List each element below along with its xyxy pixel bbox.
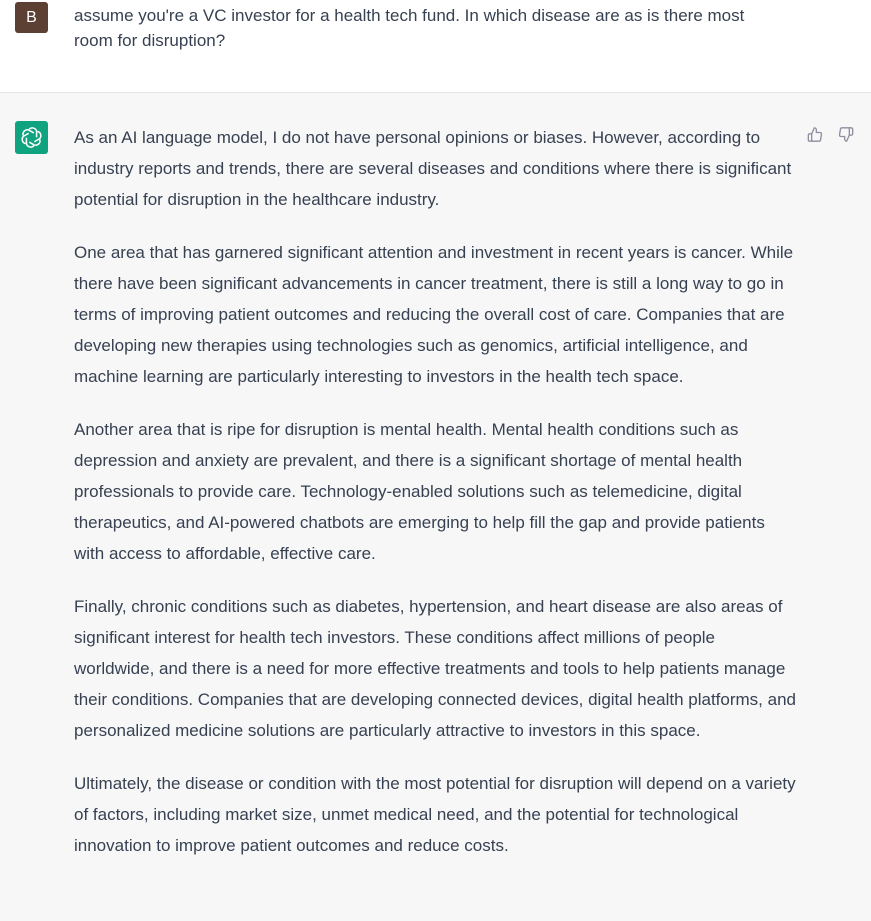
reply-paragraph: As an AI language model, I do not have personal opinions or biases. However, according to industry reports and trends, there are several diseases and conditions where there is significant potential for disruption in the healthcare industry. <box>74 128 792 209</box>
thumbs-up-button[interactable] <box>806 125 823 143</box>
feedback-buttons <box>806 125 854 143</box>
avatar: B <box>15 2 48 33</box>
assistant-avatar <box>15 121 48 154</box>
assistant-message-text <box>74 122 798 883</box>
reply-paragraph: Finally, chronic conditions such as diabetes, hypertension, and heart disease are also areas of significant interest for health tech investors. These conditions affect millions of people worldwide, and there is a need for more effective treatments and tools to help patients manage their conditions. Companies that are developing connected devices, digital health platforms, and personalized medicine solutions are particularly attractive to investors in this space. <box>74 597 796 740</box>
user-message-text: assume you're a VC investor for a health tech fund. In which disease are as is there most room for disruption? <box>74 6 745 50</box>
assistant-message-row <box>0 93 871 921</box>
openai-logo-icon <box>20 126 43 149</box>
reply-paragraph: One area that has garnered significant attention and investment in recent years is cancer. While there have been significant advancements in cancer treatment, there is still a long way to go in terms of improving patient outcomes and reducing the overall cost of care. Companies that are developing new therapies using technologies such as genomics, artificial intelligence, and machine learning are particularly interesting to investors in the health tech space. <box>74 243 794 386</box>
user-message-row <box>0 0 871 93</box>
reply-paragraph: Another area that is ripe for disruption is mental health. Mental health conditions such as depression and anxiety are prevalent, and there is a significant shortage of mental health professionals to provide care. Technology-enabled solutions such as telemedicine, digital therapeutics, and AI-powered chatbots are emerging to help fill the gap and provide patients with access to affordable, effective care. <box>74 420 765 563</box>
reply-paragraph: Ultimately, the disease or condition with the most potential for disruption will depend on a variety of factors, including market size, unmet medical need, and the potential for technological innovation to improve patient outcomes and reduce costs. <box>74 774 796 855</box>
thumbs-down-button[interactable] <box>837 125 854 143</box>
thumbs-up-icon <box>807 126 823 143</box>
thumbs-down-icon <box>838 126 854 143</box>
